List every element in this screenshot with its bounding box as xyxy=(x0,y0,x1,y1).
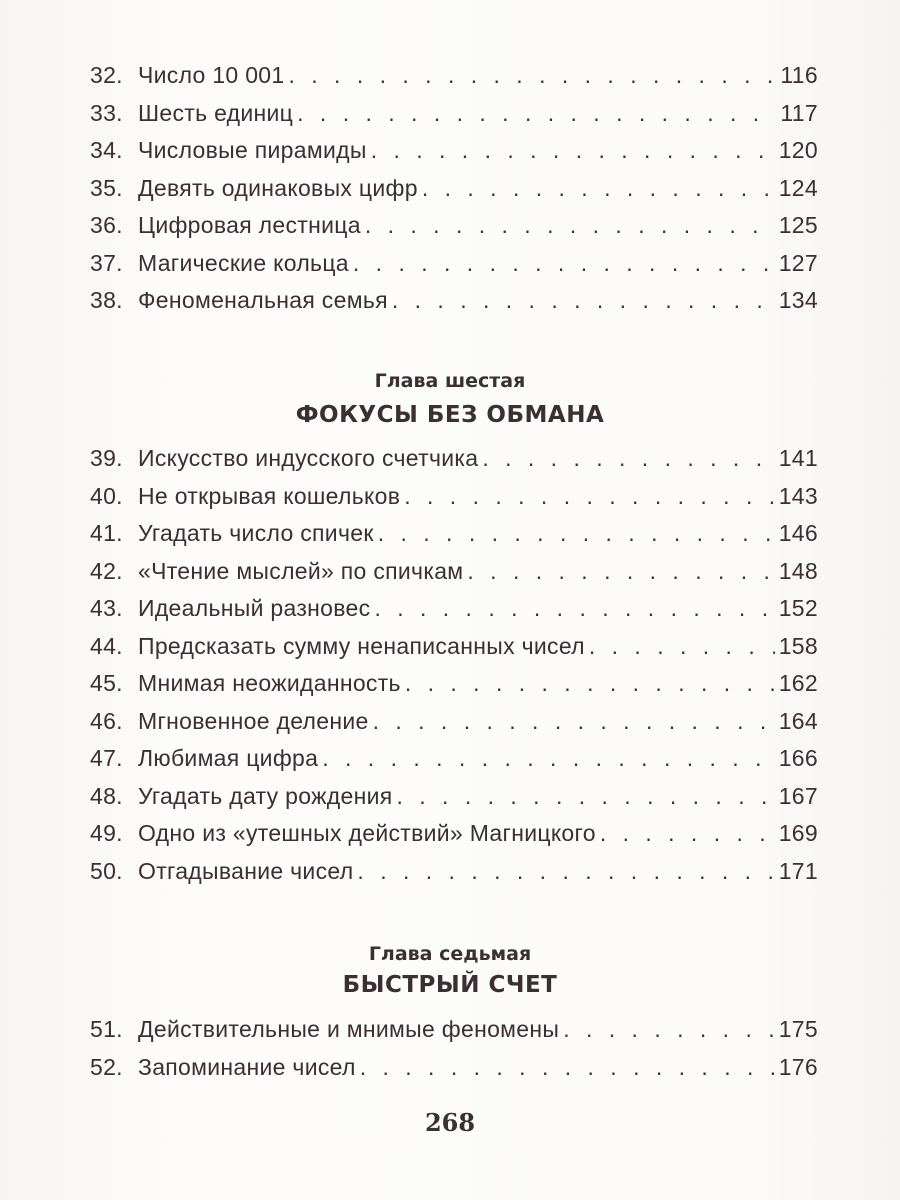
entry-title: Отгадывание чисел xyxy=(138,857,354,884)
toc-entry xyxy=(90,100,818,138)
page-number: 268 xyxy=(424,1108,476,1137)
chapter-label: Глава шестая xyxy=(374,370,526,392)
entry-title: Девять одинаковых цифр xyxy=(138,174,418,201)
dot-leader xyxy=(467,558,774,585)
entry-page: 120 xyxy=(778,137,818,163)
dot-leader xyxy=(353,250,775,277)
dot-leader xyxy=(422,175,775,202)
entry-page: 176 xyxy=(778,1053,818,1080)
dot-leader xyxy=(392,287,775,314)
dot-leader xyxy=(371,137,775,164)
entry-page: 166 xyxy=(778,745,818,771)
entry-title: Идеальный разновес xyxy=(138,595,371,621)
entry-page: 127 xyxy=(778,249,818,276)
dot-leader xyxy=(396,783,774,810)
entry-title: Не открывая кошельков xyxy=(138,482,401,509)
entry-number: 40. xyxy=(90,482,123,509)
entry-number: 39. xyxy=(90,445,123,471)
entry-page: 169 xyxy=(778,820,818,846)
entry-page: 171 xyxy=(778,857,818,884)
toc-entry xyxy=(90,483,818,521)
entry-page: 148 xyxy=(778,557,818,584)
entry-number: 36. xyxy=(90,212,123,238)
entry-title: Шесть единиц xyxy=(138,99,294,126)
entry-page: 134 xyxy=(778,287,818,313)
entry-title: Число 10 001 xyxy=(138,62,285,88)
entry-title: Магические кольца xyxy=(138,249,349,276)
entry-number: 49. xyxy=(90,820,123,846)
entry-page: 117 xyxy=(780,99,818,126)
entry-number: 47. xyxy=(90,745,123,771)
toc-entry xyxy=(90,858,818,896)
entry-number: 38. xyxy=(90,287,123,313)
toc-entry xyxy=(90,745,818,783)
toc-entry xyxy=(90,783,818,821)
toc-entry xyxy=(90,558,818,596)
entry-number: 44. xyxy=(90,632,123,659)
dot-leader xyxy=(600,820,775,847)
entry-number: 51. xyxy=(90,1016,123,1042)
entry-title: Любимая цифра xyxy=(138,745,319,771)
dot-leader xyxy=(373,708,775,735)
dot-leader xyxy=(405,670,775,697)
toc-entry xyxy=(90,137,818,175)
toc-entry xyxy=(90,520,818,558)
entry-title: Мнимая неожиданность xyxy=(138,670,401,696)
dot-leader xyxy=(360,1054,775,1081)
chapter-label: Глава седьмая xyxy=(368,943,532,965)
entry-number: 45. xyxy=(90,670,123,696)
entry-page: 124 xyxy=(778,174,818,201)
toc-entry xyxy=(90,595,818,633)
entry-number: 42. xyxy=(90,557,123,584)
toc-entry xyxy=(90,708,818,746)
entry-title: Числовые пирамиды xyxy=(138,137,367,163)
entry-title: Угадать число спичек xyxy=(138,520,374,546)
entry-title: Предсказать сумму ненаписанных чисел xyxy=(138,632,585,659)
entry-title: Искусство индусского счетчика xyxy=(138,445,479,471)
toc-chapter-6 xyxy=(90,445,818,895)
entry-title: Запоминание чисел xyxy=(138,1053,356,1080)
entry-page: 175 xyxy=(778,1016,818,1042)
entry-number: 43. xyxy=(90,595,123,621)
entry-title: Цифровая лестница xyxy=(138,212,361,238)
toc-chapter-7 xyxy=(90,1016,818,1091)
dot-leader xyxy=(374,595,774,622)
entry-page: 146 xyxy=(778,520,818,546)
entry-number: 48. xyxy=(90,782,123,809)
entry-title: Действительные и мнимые феномены xyxy=(138,1016,560,1042)
toc-entry xyxy=(90,250,818,288)
entry-page: 152 xyxy=(778,595,818,621)
entry-number: 46. xyxy=(90,707,123,734)
dot-leader xyxy=(378,520,775,547)
toc-entry xyxy=(90,1016,818,1054)
dot-leader xyxy=(589,633,775,660)
toc-entry xyxy=(90,633,818,671)
dot-leader xyxy=(357,858,774,885)
entry-number: 50. xyxy=(90,857,123,884)
entry-page: 116 xyxy=(780,62,818,88)
entry-page: 125 xyxy=(778,212,818,238)
entry-page: 167 xyxy=(778,782,818,809)
toc-entry xyxy=(90,212,818,250)
entry-title: Феноменальная семья xyxy=(138,287,388,313)
dot-leader xyxy=(289,62,777,89)
dot-leader xyxy=(404,483,774,510)
toc-entry xyxy=(90,287,818,325)
dot-leader xyxy=(365,212,775,239)
entry-number: 52. xyxy=(90,1053,123,1080)
toc-section-continued xyxy=(90,62,818,325)
toc-entry xyxy=(90,445,818,483)
entry-number: 32. xyxy=(90,62,123,88)
entry-title: «Чтение мыслей» по спичкам xyxy=(138,557,464,584)
entry-number: 35. xyxy=(90,174,123,201)
entry-page: 158 xyxy=(778,632,818,659)
entry-title: Одно из «утешных действий» Магницкого xyxy=(138,820,596,846)
chapter-title: БЫСТРЫЙ СЧЕТ xyxy=(342,972,558,998)
entry-number: 37. xyxy=(90,249,123,276)
toc-entry xyxy=(90,175,818,213)
toc-entry xyxy=(90,670,818,708)
entry-number: 34. xyxy=(90,137,123,163)
chapter-title: ФОКУСЫ БЕЗ ОБМАНА xyxy=(295,402,605,428)
entry-title: Мгновенное деление xyxy=(138,707,369,734)
entry-title: Угадать дату рождения xyxy=(138,782,393,809)
entry-page: 143 xyxy=(778,482,818,509)
entry-page: 162 xyxy=(778,670,818,696)
entry-page: 164 xyxy=(778,707,818,734)
toc-entry xyxy=(90,62,818,100)
toc-entry xyxy=(90,1054,818,1092)
dot-leader xyxy=(563,1016,775,1043)
entry-page: 141 xyxy=(778,445,818,471)
dot-leader xyxy=(297,100,776,127)
entry-number: 33. xyxy=(90,99,123,126)
toc-entry xyxy=(90,820,818,858)
dot-leader xyxy=(482,445,774,472)
entry-number: 41. xyxy=(90,520,123,546)
dot-leader xyxy=(322,745,774,772)
